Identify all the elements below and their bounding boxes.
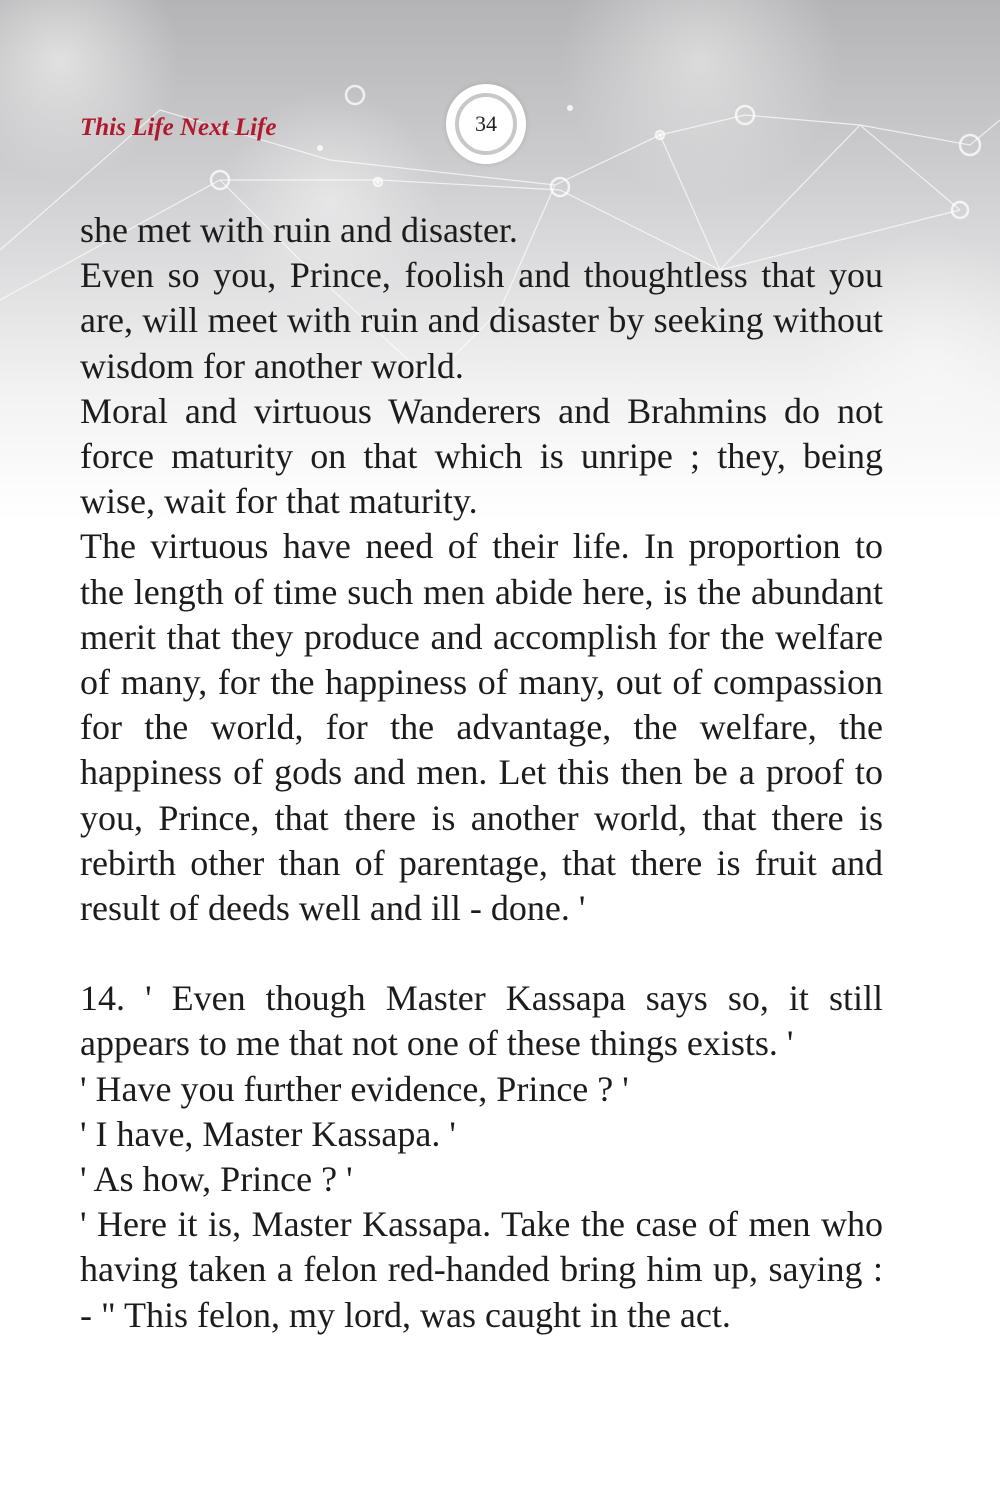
page-number: 34 (475, 111, 497, 136)
paragraph: she met with ruin and disaster. (80, 210, 518, 250)
paragraph: ' As how, Prince ? ' (80, 1159, 353, 1200)
paragraph: ' Here it is, Master Kassapa. Take the case of men who having taken a felon red-handed bring him up, saying : - " This felon, my lord, was caught in the act. (80, 1204, 883, 1335)
paragraph: Even so you, Prince, foolish and thoughtless that you are, will meet with ruin and disaster by seeking without wisdom for another world. (80, 255, 883, 386)
paragraph: ' I have, Master Kassapa. ' (80, 1113, 456, 1154)
paragraph: The virtuous have need of their life. In proportion to the length of time such men abide here, is the abundant merit that they produce and accomplish for the welfare of many, for the happiness of many, out of compassion for the world, for the advantage, the welfare, the happiness of gods and men. Let this then be a proof to you, Prince, that there is another world, that there is rebirth other than of parentage, that there is fruit and result of deeds well and ill - done. ' (80, 526, 883, 929)
paragraph: ' Have you further evidence, Prince ? ' (80, 1068, 629, 1109)
page-number-badge (446, 84, 526, 164)
body-text (80, 208, 883, 1338)
paragraph: 14. ' Even though Master Kassapa says so, it still appears to me that not one of these things exists. ' (80, 978, 883, 1064)
running-title: This Life Next Life (80, 114, 277, 141)
paragraph-spacer (80, 931, 883, 976)
paragraph: Moral and virtuous Wanderers and Brahmins do not force maturity on that which is unripe ; they, being wise, wait for that maturity. (80, 390, 883, 522)
